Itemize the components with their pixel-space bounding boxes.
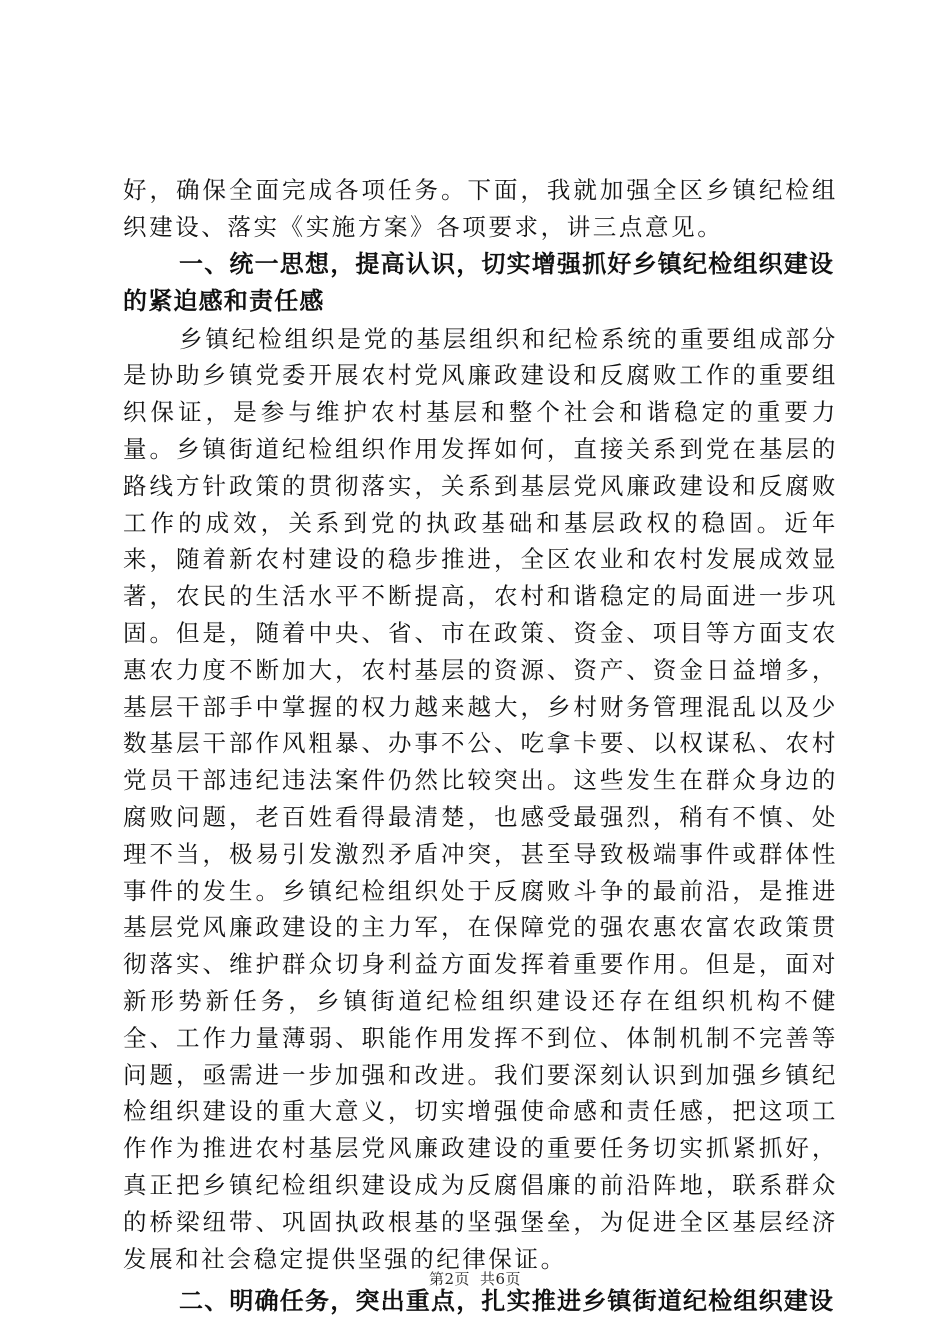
page-footer	[0, 1268, 950, 1289]
section-2-heading: 二、明确任务，突出重点，扎实推进乡镇街道纪检组织建设	[179, 1287, 835, 1316]
section-1-body: 乡镇纪检组织是党的基层组织和纪检系统的重要组成部分是协助乡镇党委开展农村党风廉政建设和反腐败工作的重要组织保证，是参与维护农村基层和整个社会和谐稳定的重要力量。乡镇街道纪检组织作用发挥如何，直接关系到党在基层的路线方针政策的贯彻落实，关系到基层党风廉政建设和反腐败工作的成效，关系到党的执政基础和基层政权的稳固。近年来，随着新农村建设的稳步推进，全区农业和农村发展成效显著，农民的生活水平不断提高，农村和谐稳定的局面进一步巩固。但是，随着中央、省、市在政策、资金、项目等方面支农惠农力度不断加大，农村基层的资源、资产、资金日益增多，基层干部手中掌握的权力越来越大，乡村财务管理混乱以及少数基层干部作风粗暴、办事不公、吃拿卡要、以权谋私、农村党员干部违纪违法案件仍然比较突出。这些发生在群众身边的腐败问题，老百姓看得最清楚，也感受最强烈，稍有不慎、处理不当，极易引发激烈矛盾冲突，甚至导致极端事件或群体性事件的发生。乡镇纪检组织处于反腐败斗争的最前沿，是推进基层党风廉政建设的主力军，在保障党的强农惠农富农政策贯彻落实、维护群众切身利益方面发挥着重要作用。但是，面对新形势新任务，乡镇街道纪检组织建设还存在组织机构不健全、工作力量薄弱、职能作用发挥不到位、体制机制不完善等问题，亟需进一步加强和改进。我们要深刻认识到加强乡镇纪检组织建设的重大意义，切实增强使命感和责任感，把这项工作作为推进农村基层党风廉政建设的重要任务切实抓紧抓好，真正把乡镇纪检组织建设成为反腐倡廉的前沿阵地，联系群众的桥梁纽带、巩固执政根基的坚强堡垒，为促进全区基层经济发展和社会稳定提供坚强的纪律保证。	[123, 324, 838, 1273]
page-number: 第2页	[428, 1270, 470, 1288]
section-1-heading: 一、统一思想，提高认识，切实增强抓好乡镇纪检组织建设的紧迫感和责任感	[123, 249, 835, 316]
intro-paragraph: 好，确保全面完成各项任务。下面，我就加强全区乡镇纪检组织建设、落实《实施方案》各项要求，讲三点意见。	[123, 176, 838, 241]
page-total: 共6页	[480, 1270, 522, 1288]
document-body	[123, 172, 838, 1321]
